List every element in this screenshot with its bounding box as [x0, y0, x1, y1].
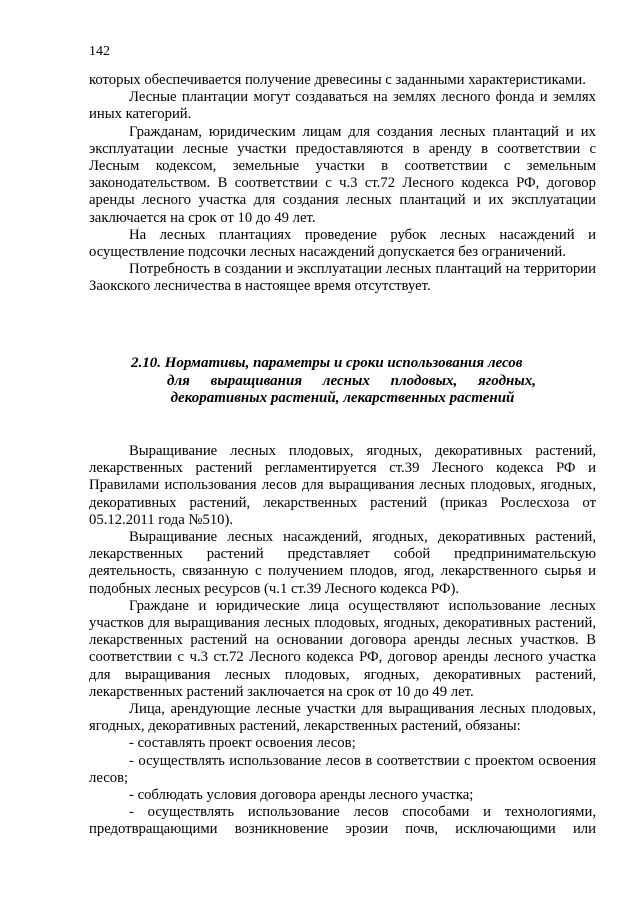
list-item: - осуществлять использование лесов в соответствии с проектом освоения лесов; — [89, 752, 596, 786]
paragraph: Потребность в создании и эксплуатации лесных плантаций на территории Заокского лесничества в настоящее время отсутствует. — [89, 261, 596, 295]
bottom-text-block — [89, 443, 596, 839]
paragraph: На лесных плантациях проведение рубок лесных насаждений и осуществление подсочки лесных насаждений допускается без ограничений. — [89, 226, 596, 261]
list-item: - осуществлять использование лесов способами и технологиями, предотвращающими возникновение эрозии почв, исключающими или — [89, 804, 596, 838]
section-heading-line: для выращивания лесных плодовых, ягодных, — [167, 372, 536, 389]
top-text-block — [89, 72, 596, 296]
paragraph: Гражданам, юридическим лицам для создания лесных плантаций и их эксплуатации лесные участки предоставляются в аренду в соответствии с Лесным кодексом, земельные участки в соответствии с земельным законодательством. В соответствии с ч.3 ст.72 Лесного кодекса РФ, договор аренды лесного участка для создания лесных плантаций и их эксплуатации заключается на срок от 10 до 49 лет. — [89, 123, 596, 226]
list-item: - соблюдать условия договора аренды лесного участка; — [129, 787, 474, 804]
page-number: 142 — [89, 44, 110, 59]
paragraph: Выращивание лесных насаждений, ягодных, декоративных растений, лекарственных растений представляет собой предпринимательскую деятельность, связанную с получением плодов, ягод, лекарственного сырья и подобных лесных ресурсов (ч.1 ст.39 Лесного кодекса РФ). — [89, 529, 596, 597]
paragraph: Выращивание лесных плодовых, ягодных, декоративных растений, лекарственных растений регламентируется ст.39 Лесного кодекса РФ и Правилами использования лесов для выращивания лесных плодовых, ягодных, декоративных растений, лекарственных растений (приказ Рослесхоза от 05.12.2011 года №510). — [89, 443, 596, 528]
list-item: - составлять проект освоения лесов; — [129, 735, 356, 752]
paragraph-continuation: которых обеспечивается получение древесины с заданными характеристиками. — [89, 72, 586, 88]
section-heading — [89, 355, 596, 408]
paragraph: Граждане и юридические лица осуществляют использование лесных участков для выращивания лесных плодовых, ягодных, декоративных растений, лекарственных растений на основании договора аренды лесных участков. В соответствии с ч.3 ст.72 Лесного кодекса РФ, договор аренды лесного участка для выращивания лесных плодовых, ягодных, декоративных растений, лекарственных растений заключается на срок от 10 до 49 лет. — [89, 597, 596, 700]
paragraph: Лица, арендующие лесные участки для выращивания лесных плодовых, ягодных, декоративных растений, лекарственных растений, обязаны: — [89, 701, 596, 735]
section-heading-line: 2.10. Нормативы, параметры и сроки использования лесов — [131, 355, 523, 371]
section-heading-line: декоративных растений, лекарственных растений — [170, 390, 515, 406]
paragraph: Лесные плантации могут создаваться на землях лесного фонда и землях иных категорий. — [89, 89, 596, 123]
